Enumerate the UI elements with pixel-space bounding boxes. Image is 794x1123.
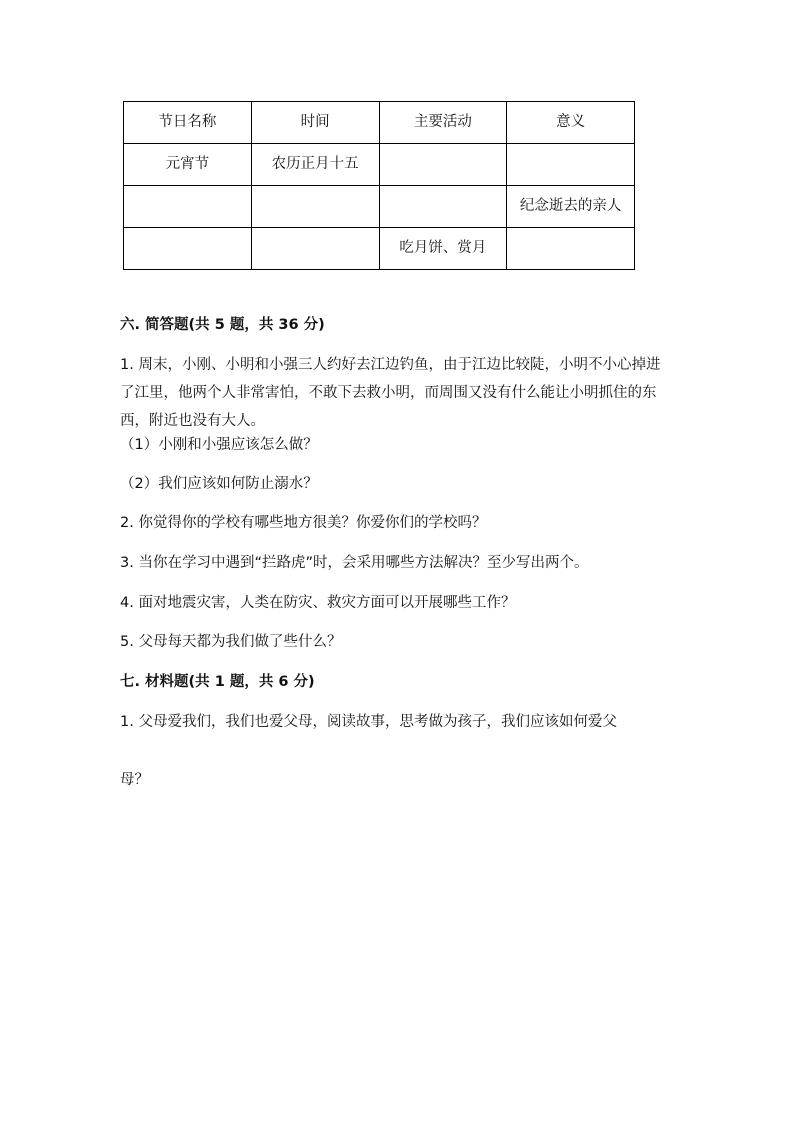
table-cell: 元宵节: [124, 144, 252, 186]
table-cell: 农历正月十五: [251, 144, 379, 186]
question-5-text: 5. 父母每天都为我们做了些什么？: [120, 634, 342, 650]
table-cell: 吃月饼、赏月: [379, 228, 507, 270]
table-cell: 纪念逝去的亲人: [507, 186, 635, 228]
question-3-text: 3. 当你在学习中遇到“拦路虎”时，会采用哪些方法解决？至少写出两个。: [120, 555, 589, 571]
table-row: [124, 228, 635, 270]
table-cell: [507, 144, 635, 186]
question-4-text: 4. 面对地震灾害，人类在防灾、救灾方面可以开展哪些工作？: [120, 595, 516, 611]
header-cell-meaning: 意义: [507, 102, 635, 144]
material-question-1-line-1: 1. 父母爱我们，我们也爱父母，阅读故事，思考做为孩子，我们应该如何爱父: [120, 714, 617, 730]
table-cell: [507, 228, 635, 270]
question-1-subquestion-1: （1）小刚和小强应该怎么做？: [120, 437, 318, 453]
table-cell: [379, 186, 507, 228]
table-header-row: [124, 102, 635, 144]
table-cell: [124, 186, 252, 228]
header-cell-time: 时间: [251, 102, 379, 144]
table-cell: [251, 228, 379, 270]
header-cell-name: 节日名称: [124, 102, 252, 144]
header-cell-activity: 主要活动: [379, 102, 507, 144]
question-1-text: 1. 周末，小刚、小明和小强三人约好去江边钓鱼，由于江边比较陡，小明不小心掉进了江里，他两个人非常害怕，不敢下去救小明，而周围又没有什么能让小明抓住的东西，附近也没有大人。: [120, 357, 661, 429]
question-2-text: 2. 你觉得你的学校有哪些地方很美？你爱你们的学校吗？: [120, 515, 487, 531]
holiday-table: [123, 101, 635, 270]
table-row: [124, 144, 635, 186]
section-7-heading: 七. 材料题(共 1 题，共 6 分): [120, 674, 315, 690]
table-cell: [379, 144, 507, 186]
question-1-subquestion-2: （2）我们应该如何防止溺水？: [120, 476, 318, 492]
table-cell: [251, 186, 379, 228]
material-question-1-line-2: 母？: [120, 772, 149, 788]
table-row: [124, 186, 635, 228]
section-6-heading: 六. 简答题(共 5 题，共 36 分): [120, 317, 325, 333]
table-cell: [124, 228, 252, 270]
